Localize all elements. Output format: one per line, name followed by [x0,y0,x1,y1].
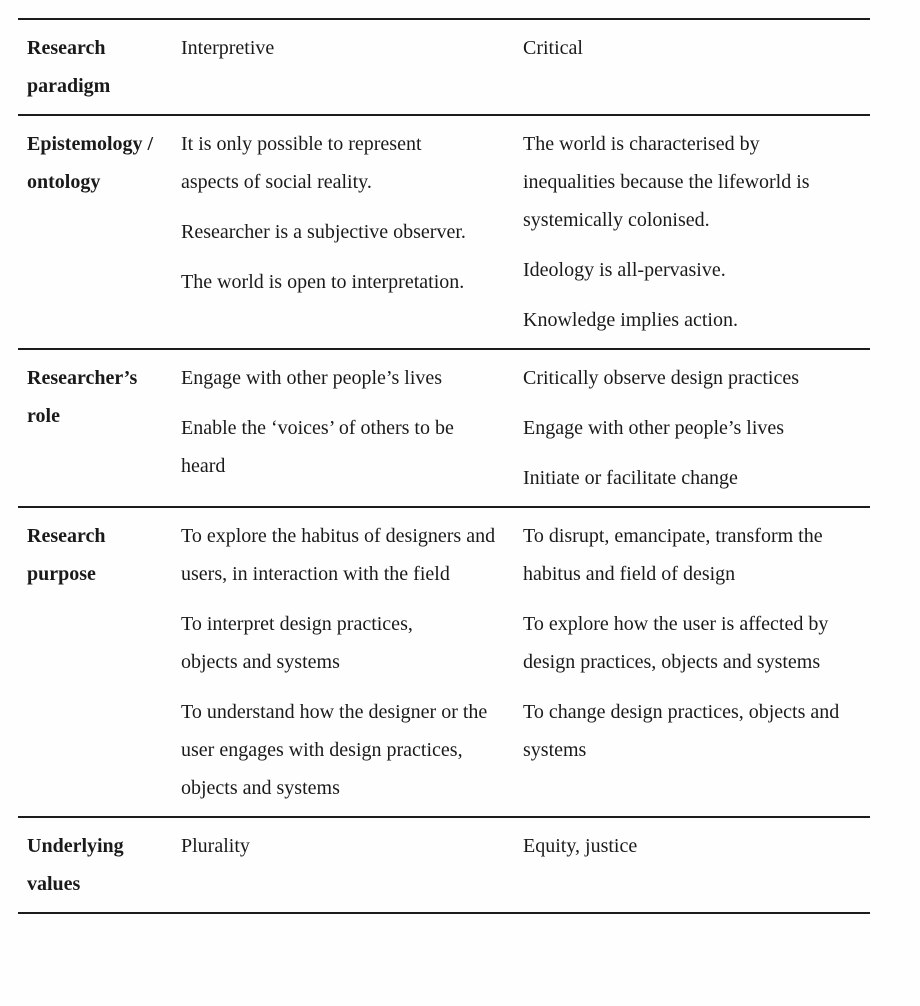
list-item: To explore how the user is affected by design practices, objects and systems [523,613,829,673]
row-label: Epistemology / ontology [27,133,154,193]
paradigm-comparison-table [18,18,870,914]
interpretive-cell [173,817,517,913]
list-item: Researcher is a subjective observer. [181,221,466,243]
list-item: Knowledge implies action. [523,309,738,331]
row-label-cell [18,507,173,817]
list-item: To explore the habitus of designers and users, in interaction with the field [181,525,496,585]
row-label: Underlying values [27,835,124,895]
list-item: To disrupt, emancipate, transform the habitus and field of design [523,525,823,585]
table-row-researchers-role [18,349,870,507]
interpretive-cell [173,19,517,115]
list-item: Ideology is all-pervasive. [523,259,726,281]
interpretive-cell [173,349,517,507]
critical-cell [517,19,870,115]
row-label: Researcher’s role [27,367,138,427]
interpretive-heading: Interpretive [181,37,275,59]
row-label-cell [18,349,173,507]
list-item: To understand how the designer or the user engages with design practices, objects and systems [181,701,488,799]
critical-heading: Critical [523,37,583,59]
critical-cell [517,115,870,349]
critical-cell [517,349,870,507]
list-item: Initiate or facilitate change [523,467,738,489]
list-item: Plurality [181,835,250,857]
list-item: The world is open to interpretation. [181,271,465,293]
row-label-cell [18,19,173,115]
interpretive-cell [173,507,517,817]
critical-cell [517,507,870,817]
list-item: The world is characterised by inequalities because the lifeworld is systemically colonised. [523,133,810,231]
list-item: To interpret design practices, objects and systems [181,613,413,673]
critical-cell [517,817,870,913]
list-item: Equity, justice [523,835,638,857]
table-row-research-purpose [18,507,870,817]
row-label-cell [18,817,173,913]
list-item: It is only possible to represent aspects of social reality. [181,133,422,193]
list-item: Engage with other people’s lives [181,367,443,389]
list-item: Critically observe design practices [523,367,800,389]
table-row-underlying-values [18,817,870,913]
interpretive-cell [173,115,517,349]
row-label-cell [18,115,173,349]
list-item: Engage with other people’s lives [523,417,785,439]
row-label: Research paradigm [27,37,111,97]
row-label: Research purpose [27,525,106,585]
table-row-research-paradigm [18,19,870,115]
table-row-epistemology [18,115,870,349]
list-item: To change design practices, objects and systems [523,701,840,761]
list-item: Enable the ‘voices’ of others to be heard [181,417,454,477]
